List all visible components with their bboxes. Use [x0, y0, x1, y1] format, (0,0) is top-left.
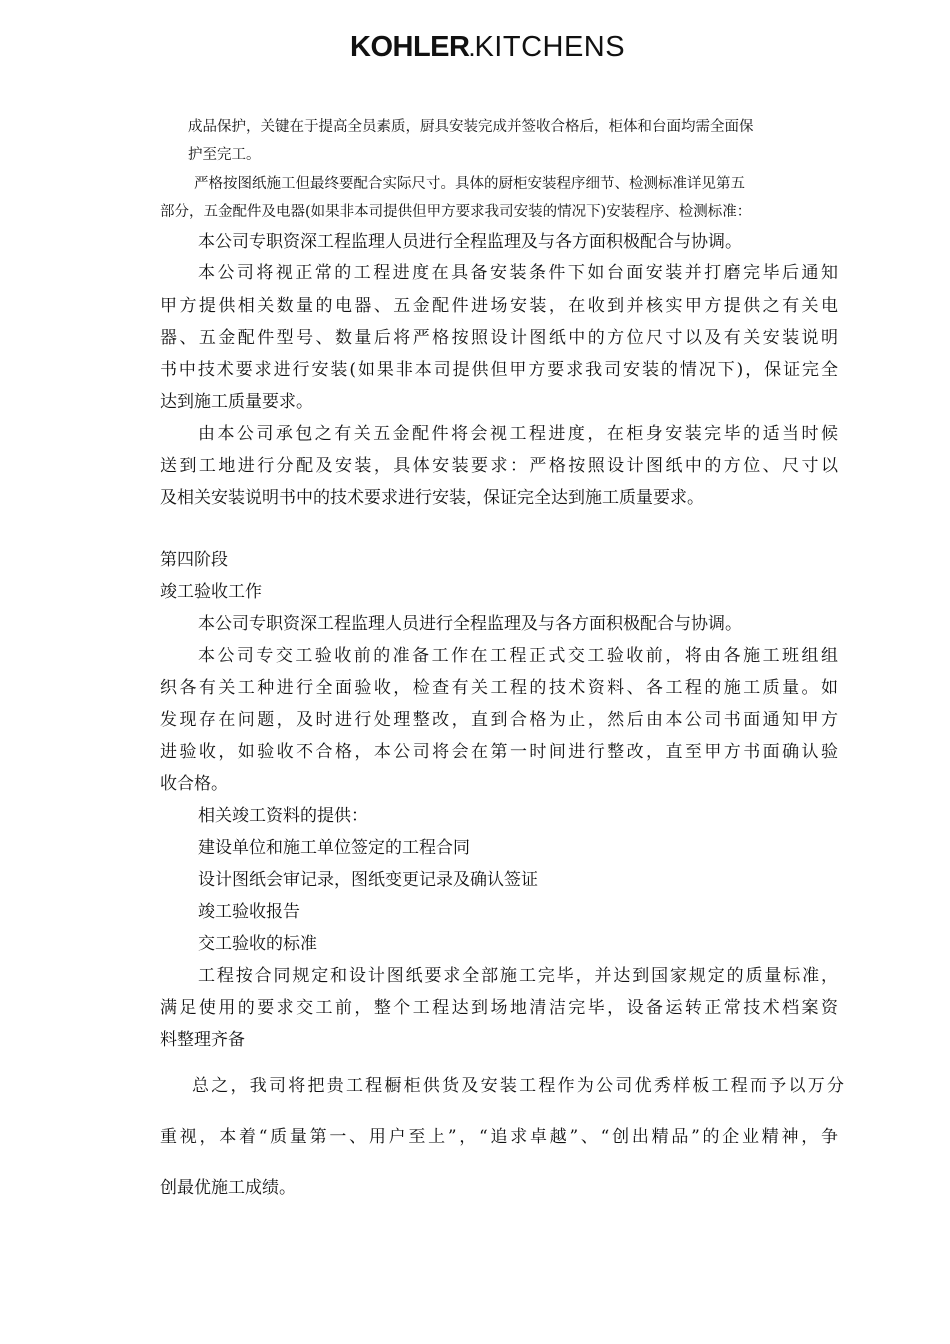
paragraph-line: 及相关安装说明书中的技术要求进行安装，保证完全达到施工质量要求。	[160, 488, 704, 508]
section-heading: 第四阶段	[160, 550, 228, 570]
paragraph-line: 织各有关工种进行全面验收，检查有关工程的技术资料、各工程的施工质量。如	[160, 678, 838, 698]
paragraph-line: 送到工地进行分配及安装，具体安装要求：严格按照设计图纸中的方位、尺寸以	[160, 456, 838, 476]
kohler-kitchens-logo	[350, 30, 626, 64]
paragraph-line: 料整理齐备	[160, 1030, 245, 1050]
summary-line: 重视，本着“质量第一、用户至上”，“追求卓越”、“创出精品”的企业精神，争	[160, 1127, 838, 1147]
paragraph-line: 本公司专交工验收前的准备工作在工程正式交工验收前，将由各施工班组组	[198, 646, 838, 666]
paragraph-line: 收合格。	[160, 774, 228, 794]
summary-line: 创最优施工成绩。	[160, 1178, 296, 1198]
paragraph-line: 本公司专职资深工程监理人员进行全程监理及与各方面积极配合与协调。	[198, 232, 742, 252]
logo-dot: .	[469, 40, 475, 60]
list-item: 建设单位和施工单位签定的工程合同	[198, 838, 470, 858]
paragraph-line: 发现存在问题，及时进行处理整改，直到合格为止，然后由本公司书面通知甲方	[160, 710, 838, 730]
summary-line: 总之，我司将把贵工程橱柜供货及安装工程作为公司优秀样板工程而予以万分	[192, 1076, 844, 1096]
section-subheading: 竣工验收工作	[160, 582, 262, 602]
list-heading: 相关竣工资料的提供：	[198, 806, 368, 826]
list-item: 竣工验收报告	[198, 902, 300, 922]
list-item: 设计图纸会审记录，图纸变更记录及确认签证	[198, 870, 538, 890]
paragraph-line: 本公司将视正常的工程进度在具备安装条件下如台面安装并打磨完毕后通知	[198, 263, 838, 283]
paragraph-line: 由本公司承包之有关五金配件将会视工程进度，在柜身安装完毕的适当时候	[198, 424, 838, 444]
logo-brand-text: KOHLER	[350, 31, 470, 63]
paragraph-line: 甲方提供相关数量的电器、五金配件进场安装，在收到并核实甲方提供之有关电	[160, 296, 838, 316]
paragraph-line: 书中技术要求进行安装(如果非本司提供但甲方要求我司安装的情况下)，保证完全	[160, 360, 838, 380]
intro-line: 部分，五金配件及电器(如果非本司提供但甲方要求我司安装的情况下)安装程序、检测标准：	[160, 204, 752, 220]
list-item: 交工验收的标准	[198, 934, 317, 954]
paragraph-line: 本公司专职资深工程监理人员进行全程监理及与各方面积极配合与协调。	[198, 614, 742, 634]
paragraph-line: 器、五金配件型号、数量后将严格按照设计图纸中的方位尺寸以及有关安装说明	[160, 328, 838, 348]
paragraph-line: 达到施工质量要求。	[160, 392, 313, 412]
paragraph-line: 满足使用的要求交工前，整个工程达到场地清洁完毕，设备运转正常技术档案资	[160, 998, 838, 1018]
logo-kitchens-text: KITCHENS	[474, 31, 626, 63]
intro-line: 严格按图纸施工但最终要配合实际尺寸。具体的厨柜安装程序细节、检测标准详见第五	[194, 176, 745, 192]
paragraph-line: 进验收，如验收不合格，本公司将会在第一时间进行整改，直至甲方书面确认验	[160, 742, 838, 762]
intro-line: 成品保护，关键在于提高全员素质，厨具安装完成并签收合格后，柜体和台面均需全面保	[188, 119, 754, 135]
paragraph-line: 工程按合同规定和设计图纸要求全部施工完毕，并达到国家规定的质量标准，	[198, 966, 838, 986]
intro-line: 护至完工。	[188, 147, 261, 163]
